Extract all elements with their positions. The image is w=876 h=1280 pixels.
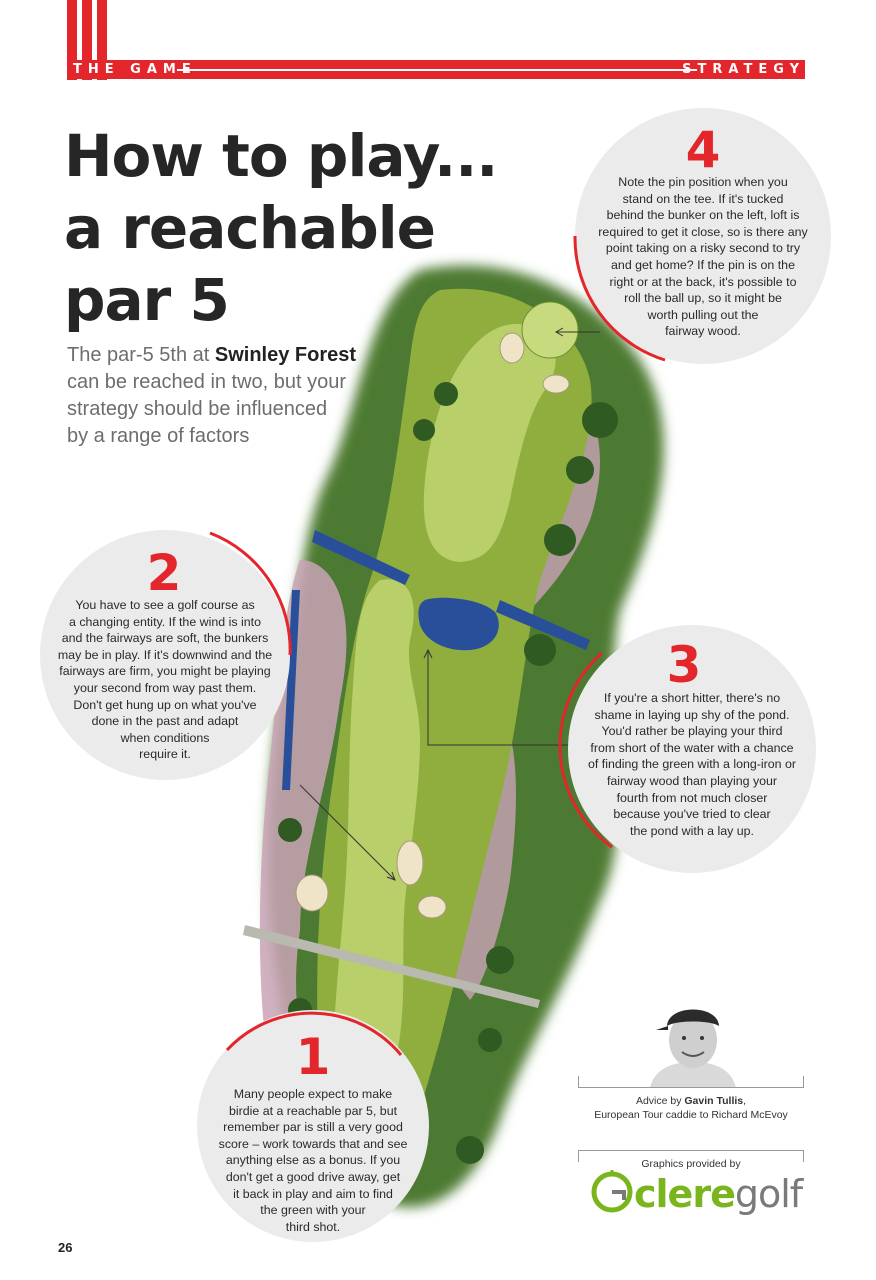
advice-prefix: Advice by bbox=[635, 1095, 685, 1107]
tip-2-line: and the fairways are soft, the bunkers bbox=[61, 631, 269, 646]
tip-1-line: the green with your bbox=[260, 1203, 366, 1218]
tree bbox=[544, 524, 576, 556]
tip-1-line: anything else as a bonus. If you bbox=[225, 1153, 401, 1168]
tip-3-line: If you're a short hitter, there's no bbox=[603, 691, 781, 705]
tree bbox=[582, 402, 618, 438]
tip-4-line: Note the pin position when you bbox=[618, 175, 788, 189]
tree bbox=[413, 419, 435, 441]
section-label-left: THE GAME bbox=[73, 62, 197, 77]
tip-4-line: required to get it close, so is there any bbox=[598, 224, 808, 239]
bunker-fairway-right-1 bbox=[397, 841, 423, 885]
tip-2-line: a changing entity. If the wind is into bbox=[69, 614, 261, 629]
logo-brand-b: golf bbox=[734, 1172, 803, 1216]
title-line-2: a reachable bbox=[64, 194, 435, 262]
tip-4-line: roll the ball up, so it might be bbox=[624, 291, 782, 306]
tip-3-line: because you've tried to clear bbox=[613, 807, 771, 822]
subtitle-prefix: The par-5 5th at bbox=[67, 344, 215, 366]
tip-3-line: fairway wood than playing your bbox=[606, 773, 778, 788]
bunker-fairway-left bbox=[296, 875, 328, 911]
advice-credit bbox=[578, 1094, 804, 1122]
clere-golf-logo bbox=[634, 1172, 802, 1216]
tip-2-text bbox=[30, 597, 300, 763]
tip-3-line: You'd rather be playing your third bbox=[601, 724, 783, 739]
tip-4-line: and get home? If the pin is on the bbox=[611, 257, 795, 272]
logo-brand-a: clere bbox=[634, 1172, 735, 1216]
tip-1-line: it back in play and aim to find bbox=[233, 1186, 393, 1201]
tip-2-line: done in the past and adapt bbox=[91, 714, 239, 729]
tip-2-line: your second from way past them. bbox=[73, 680, 257, 695]
subtitle-line-3: strategy should be influenced bbox=[67, 398, 328, 420]
tip-2-line: may be in play. If it's downwind and the bbox=[57, 647, 273, 662]
bunker-green-left bbox=[500, 333, 524, 363]
tip-4-line: stand on the tee. If it's tucked bbox=[622, 191, 784, 206]
page-title bbox=[64, 120, 524, 336]
tip-1-line: Many people expect to make bbox=[233, 1087, 393, 1101]
tree bbox=[566, 456, 594, 484]
tip-1-line: score – work towards that and see bbox=[218, 1136, 408, 1151]
tip-1-number: 1 bbox=[295, 1028, 331, 1086]
tip-2-line: You have to see a golf course as bbox=[75, 598, 255, 612]
tip-4-text bbox=[565, 174, 841, 340]
tip-2-line: Don't get hung up on what you've bbox=[73, 697, 257, 712]
tree bbox=[478, 1028, 502, 1052]
graphics-rule bbox=[578, 1150, 804, 1151]
tip-1-line: don't get a good drive away, get bbox=[225, 1169, 401, 1184]
subtitle bbox=[67, 342, 397, 450]
clere-golf-logo-icon bbox=[590, 1170, 634, 1214]
tip-3-line: from short of the water with a chance bbox=[590, 740, 794, 755]
title-line-3: par 5 bbox=[64, 266, 229, 334]
bunker-fairway-right-2 bbox=[418, 896, 446, 918]
tree bbox=[486, 946, 514, 974]
section-label-right: STRATEGY bbox=[682, 62, 805, 77]
tip-3-line: of finding the green with a long-iron or bbox=[587, 757, 796, 772]
tree bbox=[434, 382, 458, 406]
page-number: 26 bbox=[58, 1240, 73, 1255]
advice-suffix: , bbox=[743, 1095, 747, 1107]
subtitle-line-2: can be reached in two, but your bbox=[67, 371, 347, 393]
subtitle-course: Swinley Forest bbox=[214, 344, 357, 366]
advice-rule bbox=[578, 1087, 804, 1088]
tree bbox=[456, 1136, 484, 1164]
advice-tick-right bbox=[803, 1076, 804, 1088]
bunker-green-right bbox=[543, 375, 569, 393]
tip-4-number: 4 bbox=[685, 121, 721, 179]
tip-3-line: fourth from not much closer bbox=[616, 790, 768, 805]
tip-4-line: point taking on a risky second to try bbox=[605, 241, 801, 256]
advice-role: European Tour caddie to Richard McEvoy bbox=[594, 1109, 788, 1121]
subtitle-line-4: by a range of factors bbox=[67, 425, 250, 447]
advice-tick-left bbox=[578, 1076, 579, 1088]
tree bbox=[278, 818, 302, 842]
tip-2-line: when conditions bbox=[120, 730, 210, 745]
tip-2-number: 2 bbox=[146, 544, 182, 602]
tip-1-line: third shot. bbox=[285, 1219, 341, 1234]
tip-2-line: require it. bbox=[139, 747, 191, 762]
title-line-1: How to play... bbox=[64, 122, 498, 190]
tip-3-number: 3 bbox=[666, 636, 702, 694]
tip-4-line: right or at the back, it's possible to bbox=[609, 274, 797, 289]
tip-4-line: fairway wood. bbox=[665, 324, 741, 339]
advice-name: Gavin Tullis bbox=[684, 1095, 744, 1107]
tip-1-text bbox=[187, 1086, 439, 1235]
tip-1-line: birdie at a reachable par 5, but bbox=[228, 1103, 398, 1118]
tip-3-line: the pond with a lay up. bbox=[630, 823, 754, 838]
tip-4-line: behind the bunker on the left, loft is bbox=[606, 208, 800, 223]
caddie-portrait bbox=[640, 990, 746, 1088]
tip-2-line: fairways are firm, you might be playing bbox=[59, 664, 271, 679]
tip-1-line: remember par is still a very good bbox=[223, 1120, 403, 1135]
tree bbox=[524, 634, 556, 666]
graphics-label: Graphics provided by bbox=[641, 1158, 741, 1170]
tip-3-line: shame in laying up shy of the pond. bbox=[594, 707, 790, 722]
tip-3-text bbox=[558, 690, 826, 839]
tip-4-line: worth pulling out the bbox=[647, 307, 759, 322]
